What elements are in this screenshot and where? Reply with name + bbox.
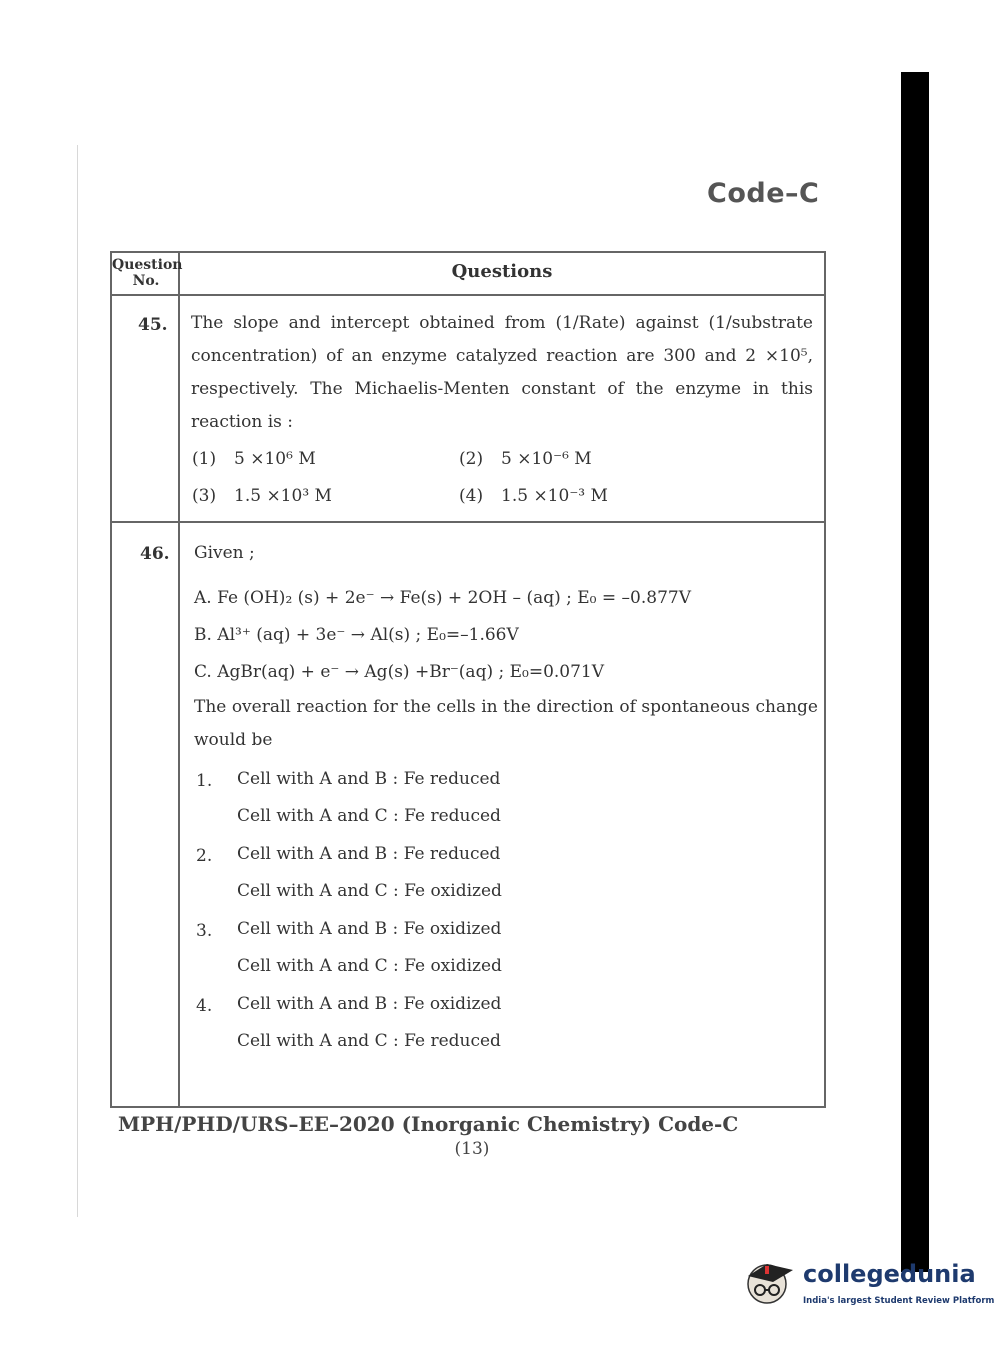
question-number-45: 45. [138, 315, 168, 335]
question-number-46: 46. [140, 544, 170, 564]
q46-option-4-line1: Cell with A and B : Fe oxidized [237, 994, 502, 1014]
q45-option-1-text: 5 ×10⁶ M [234, 449, 316, 469]
q46-option-2-num: 2. [196, 846, 213, 866]
q45-option-2-text: 5 ×10⁻⁶ M [501, 449, 592, 469]
q46-option-1-line2: Cell with A and C : Fe reduced [237, 806, 501, 826]
page-number: (13) [454, 1139, 490, 1159]
q45-option-4-num: (4) [459, 486, 484, 506]
logo-wordmark: collegedunia [803, 1260, 976, 1288]
row-separator [112, 521, 824, 523]
scan-edge-bar [901, 72, 929, 1272]
q46-option-4-num: 4. [196, 996, 213, 1016]
logo-tagline: India's largest Student Review Platform [803, 1296, 995, 1306]
column-separator [178, 253, 180, 1106]
mascot-icon [745, 1254, 799, 1308]
q45-option-2 [459, 449, 592, 469]
q46-option-1-line1: Cell with A and B : Fe reduced [237, 769, 501, 789]
q45-option-3-text: 1.5 ×10³ M [234, 486, 332, 506]
q46-reaction-a: A. Fe (OH)₂ (s) + 2e⁻ → Fe(s) + 2OH – (aq) ; E₀ = –0.877V [194, 588, 691, 608]
header-questions: Questions [451, 261, 553, 282]
q46-option-3-line1: Cell with A and B : Fe oxidized [237, 919, 502, 939]
q46-stem: The overall reaction for the cells in the direction of spontaneous change would be [194, 697, 818, 750]
q46-option-2-line2: Cell with A and C : Fe oxidized [237, 881, 502, 901]
collegedunia-logo[interactable] [745, 1252, 995, 1312]
q45-option-4-text: 1.5 ×10⁻³ M [501, 486, 608, 506]
q45-option-2-num: (2) [459, 449, 484, 469]
q46-reaction-b: B. Al³⁺ (aq) + 3e⁻ → Al(s) ; E₀=–1.66V [194, 625, 519, 645]
q45-option-1-num: (1) [192, 449, 217, 469]
q46-option-1-num: 1. [196, 771, 213, 791]
q46-option-2-line1: Cell with A and B : Fe reduced [237, 844, 501, 864]
q46-option-4-line2: Cell with A and C : Fe reduced [237, 1031, 501, 1051]
q46-option-3-num: 3. [196, 921, 213, 941]
header-question-no: Question No. [112, 257, 183, 289]
page-margin-rule [77, 145, 78, 1217]
question-table [110, 251, 826, 1108]
q46-given: Given ; [194, 543, 255, 563]
q45-option-3 [192, 486, 332, 506]
q45-option-4 [459, 486, 608, 506]
q45-option-3-num: (3) [192, 486, 217, 506]
q45-option-1 [192, 449, 316, 469]
q46-reaction-c: C. AgBr(aq) + e⁻ → Ag(s) +Br⁻(aq) ; E₀=0.071V [194, 662, 605, 682]
exam-footer: MPH/PHD/URS–EE–2020 (Inorganic Chemistry) Code-C [118, 1112, 739, 1136]
header-separator [112, 294, 824, 296]
q46-option-3-line2: Cell with A and C : Fe oxidized [237, 956, 502, 976]
paper-code: Code–C [707, 178, 820, 209]
question-45-text: The slope and intercept obtained from (1/Rate) against (1/substrate concentration) of an enzyme catalyzed reaction are 300 and 2 ×10⁵, respectively. The Michaelis-Menten constant of the enzyme in this reaction is : [191, 313, 813, 432]
